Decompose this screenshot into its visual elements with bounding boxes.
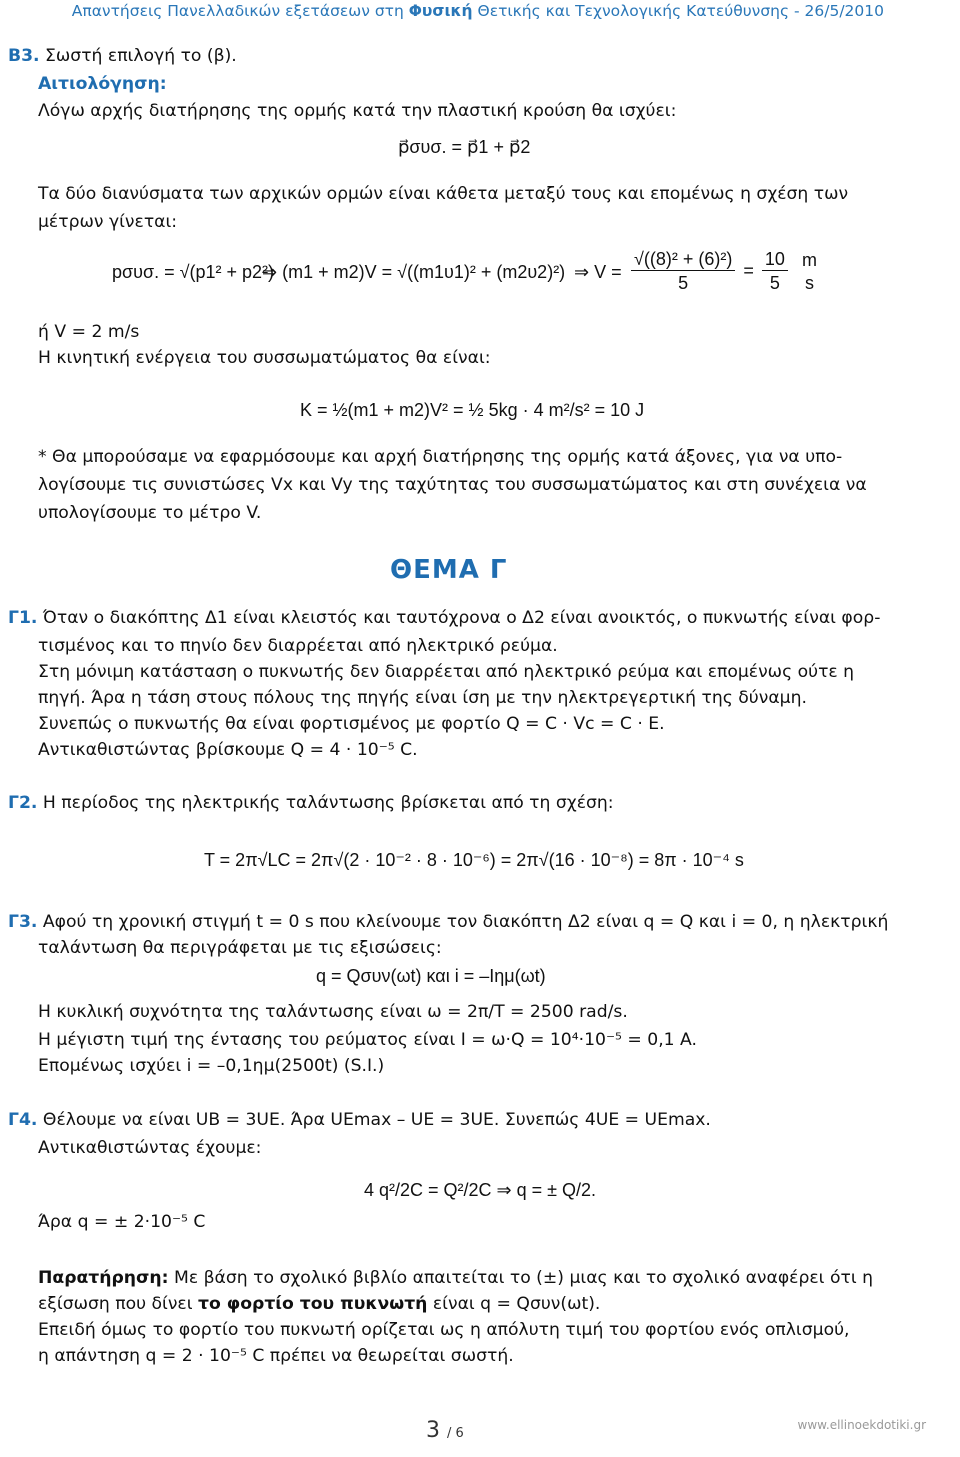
b3-equation-2c: ⇒ V = — [574, 262, 622, 282]
g3-text1: Αφού τη χρονική στιγμή t = 0 s που κλείνουμε τον διακόπτη Δ2 είναι q = Q και i = 0, η ηλεκτρική — [37, 912, 889, 932]
b3-choice-line — [8, 44, 237, 68]
b3-note-line3: υπολογίσουμε το μέτρο V. — [38, 503, 262, 523]
b3-line3: μέτρων γίνεται: — [38, 212, 178, 232]
b3-unit-num: m — [801, 249, 817, 270]
g3-line5: Επομένως ισχύει i = –0,1ημ(2500t) (S.I.) — [38, 1056, 385, 1076]
b3-equation-3: K = ½(m1 + m2)V² = ½ 5kg · 4 m²/s² = 10 J — [300, 400, 645, 420]
g3-label: Γ3. — [8, 912, 38, 932]
b3-fraction-unit — [799, 249, 820, 295]
g3-line2: ταλάντωση θα περιγράφεται με τις εξισώσεις: — [38, 938, 442, 958]
g3-line4: Η μέγιστη τιμή της έντασης του ρεύματος είναι I = ω·Q = 10⁴·10⁻⁵ = 0,1 A. — [38, 1030, 697, 1050]
page-number — [426, 1418, 464, 1443]
b3-label: Β3. — [8, 46, 40, 66]
remark-line2 — [38, 1292, 600, 1316]
b3-unit-den: s — [804, 272, 814, 293]
g1-text1: Όταν ο διακόπτης Δ1 είναι κλειστός και ταυτόχρονα ο Δ2 είναι ανοικτός, ο πυκνωτής είναι φορ- — [37, 608, 881, 628]
remark-text2b: το φορτίο του πυκνωτή — [198, 1294, 428, 1314]
g4-line2: Αντικαθιστώντας έχουμε: — [38, 1138, 262, 1158]
header-post: Θετικής και Τεχνολογικής Κατεύθυνσης - 26/5/2010 — [472, 2, 884, 20]
remark-line3: Επειδή όμως το φορτίο του πυκνωτή ορίζεται ως η απόλυτη τιμή του φορτίου ενός οπλισμού, — [38, 1320, 850, 1340]
b3-equation-2a: pσυσ. = √(p1² + p2²) — [112, 262, 274, 282]
b3-choice: Σωστή επιλογή το (β). — [39, 46, 237, 66]
header-pre: Απαντήσεις Πανελλαδικών εξετάσεων στη — [71, 2, 409, 20]
b3-note-line2: λογίσουμε τις συνιστώσες Vx και Vy της ταχύτητας του συσσωματώματος και στη συνέχεια να — [38, 475, 867, 495]
site-url: www.ellinoekdotiki.gr — [797, 1418, 926, 1432]
g1-line4: πηγή. Άρα η τάση στους πόλους της πηγής είναι ίση με την ηλεκτρεγερτική της δύναμη. — [38, 688, 807, 708]
b3-fraction-v — [631, 248, 735, 295]
g4-equation: 4 q²/2C = Q²/2C ⇒ q = ± Q/2. — [364, 1180, 597, 1200]
page-total: / 6 — [447, 1426, 464, 1441]
g3-line3: Η κυκλική συχνότητα της ταλάντωσης είναι ω = 2π/T = 2500 rad/s. — [38, 1002, 628, 1022]
page-current: 3 — [426, 1418, 440, 1443]
remark-label: Παρατήρηση: — [38, 1268, 169, 1288]
g4-line1 — [8, 1108, 711, 1132]
b3-fraction-result-den: 5 — [769, 273, 780, 293]
b3-fraction-result-num: 10 — [762, 248, 788, 271]
b3-line2: Τα δύο διανύσματα των αρχικών ορμών είναι κάθετα μεταξύ τους και επομένως η σχέση των — [38, 184, 849, 204]
g1-line6: Αντικαθιστώντας βρίσκουμε Q = 4 · 10⁻⁵ C. — [38, 740, 418, 760]
b3-fraction-v-num: √((8)² + (6)²) — [631, 248, 735, 271]
b3-fraction-result — [762, 248, 788, 295]
g1-label: Γ1. — [8, 608, 38, 628]
g4-text1: Θέλουμε να είναι UB = 3UE. Άρα UEmax – UE = 3UE. Συνεπώς 4UE = UEmax. — [37, 1110, 711, 1130]
b3-equation-2-fraction: $\frac{\text{√((8)² + (6)²)}}{5}$ = $\frac{10}{5}$ m s — [628, 248, 823, 295]
g1-line1 — [8, 606, 880, 630]
b3-equation-2b: ⇒ (m1 + m2)V = √((m1υ1)² + (m2υ2)²) — [262, 262, 566, 282]
remark-text2a: εξίσωση που δίνει — [38, 1294, 198, 1314]
page-header — [72, 2, 884, 20]
g2-label: Γ2. — [8, 793, 38, 813]
header-subject: Φυσική — [408, 2, 473, 20]
b3-line5: Η κινητική ενέργεια του συσσωματώματος θα είναι: — [38, 348, 491, 368]
b3-justification-heading: Αιτιολόγηση: — [38, 74, 167, 94]
remark-line4: η απάντηση q = 2 · 10⁻⁵ C πρέπει να θεωρείται σωστή. — [38, 1346, 514, 1366]
g2-text1: Η περίοδος της ηλεκτρικής ταλάντωσης βρίσκεται από τη σχέση: — [37, 793, 614, 813]
g3-line1 — [8, 910, 888, 934]
g1-line3: Στη μόνιμη κατάσταση ο πυκνωτής δεν διαρρέεται από ηλεκτρικό ρεύμα και επομένως ούτε η — [38, 662, 855, 682]
g1-line2: τισμένος και το πηνίο δεν διαρρέεται από ηλεκτρικό ρεύμα. — [38, 636, 558, 656]
remark-line1 — [38, 1266, 873, 1290]
g2-equation: T = 2π√LC = 2π√(2 · 10⁻² · 8 · 10⁻⁶) = 2π√(16 · 10⁻⁸) = 8π · 10⁻⁴ s — [204, 850, 744, 870]
b3-line4: ή V = 2 m/s — [38, 322, 140, 342]
g4-label: Γ4. — [8, 1110, 38, 1130]
g3-equation: q = Qσυν(ωt) και i = –Iημ(ωt) — [316, 966, 546, 986]
g1-line5: Συνεπώς ο πυκνωτής θα είναι φορτισμένος με φορτίο Q = C · Vc = C · E. — [38, 714, 665, 734]
g2-line1 — [8, 791, 614, 815]
theme-title: ΘΕΜΑ Γ — [390, 555, 508, 585]
b3-note-line1: * Θα μπορούσαμε να εφαρμόσουμε και αρχή διατήρησης της ορμής κατά άξονες, για να υπο- — [38, 447, 843, 467]
b3-equation-1: p⃗συσ. = p⃗1 + p⃗2 — [398, 137, 531, 157]
remark-text2c: είναι q = Qσυν(ωt). — [427, 1294, 601, 1314]
g4-line3: Άρα q = ± 2·10⁻⁵ C — [38, 1212, 206, 1232]
b3-line1: Λόγω αρχής διατήρησης της ορμής κατά την πλαστική κρούση θα ισχύει: — [38, 101, 677, 121]
remark-text1: Με βάση το σχολικό βιβλίο απαιτείται το (±) μιας και το σχολικό αναφέρει ότι η — [168, 1268, 873, 1288]
b3-fraction-v-den: 5 — [678, 273, 689, 293]
